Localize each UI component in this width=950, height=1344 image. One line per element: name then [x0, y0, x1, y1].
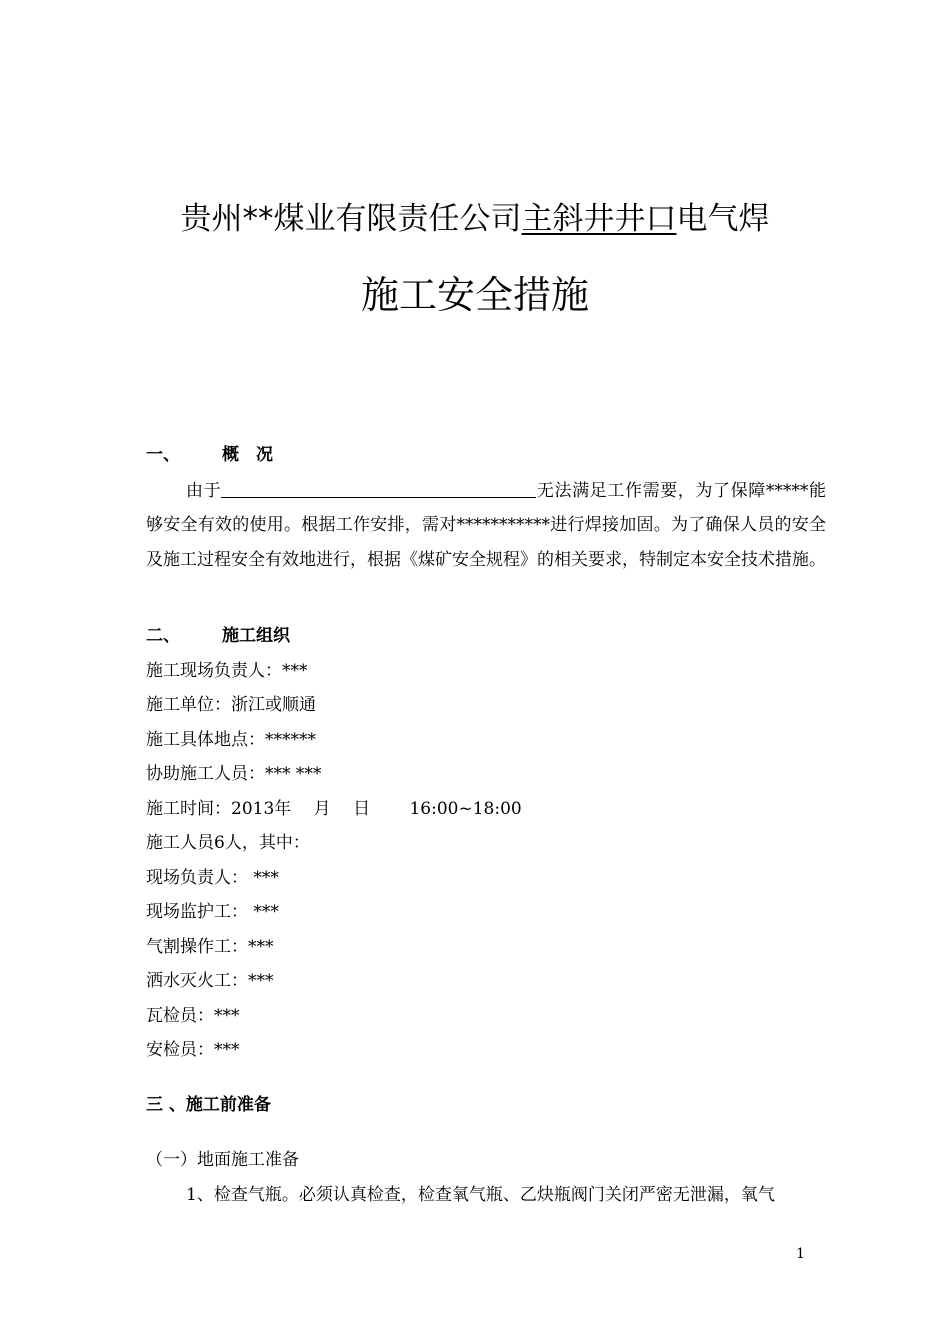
- org-line: 施工人员6人，其中：: [146, 833, 310, 853]
- org-line: 协助施工人员：*** ***: [146, 764, 322, 784]
- section3-heading: 三 、施工前准备: [146, 1095, 271, 1115]
- org-line: 施工单位：浙江或顺通: [146, 695, 316, 715]
- title-prefix: 贵州**煤业有限责任公司: [180, 201, 522, 237]
- title-underlined-location: 主斜井井口: [521, 201, 677, 237]
- title-suffix: 电气焊: [676, 201, 770, 237]
- section1-paragraph: [146, 474, 826, 577]
- org-line: 气割操作工：***: [146, 937, 274, 957]
- para-prefix: 由于: [186, 481, 222, 501]
- para-body: 无法满足工作需要，为了保障*****能够安全有效的使用。根据工作安排，需对***********进行焊接加固。为了确保人员的安全及施工过程安全有效地进行，根据《煤矿安全规程》的相关要求，特制定本安全技术措施。: [146, 481, 827, 570]
- section2-number: 二、: [146, 626, 180, 646]
- org-line: 洒水灭火工：***: [146, 971, 274, 991]
- section1-title: 概 况: [222, 445, 273, 465]
- section3-item1: 1、检查气瓶。必须认真检查，检查氧气瓶、乙炔瓶阀门关闭严密无泄漏，氧气: [186, 1185, 775, 1205]
- org-line: 安检员：***: [146, 1040, 240, 1060]
- section3-subheading: （一）地面施工准备: [146, 1150, 299, 1170]
- org-line: 现场负责人： ***: [146, 868, 279, 888]
- document-title-line2: 施工安全措施: [360, 273, 589, 317]
- page-number: 1: [796, 1246, 805, 1262]
- org-line: 瓦检员：***: [146, 1006, 240, 1026]
- section2-heading: [146, 623, 290, 649]
- fill-in-blank: [221, 479, 536, 498]
- section2-title: 施工组织: [222, 626, 290, 646]
- org-line: 施工具体地点：******: [146, 730, 316, 750]
- org-line: 现场监护工： ***: [146, 902, 279, 922]
- section1-heading: [146, 442, 273, 468]
- org-line: 施工现场负责人：***: [146, 661, 308, 681]
- section1-number: 一、: [146, 445, 180, 465]
- document-title-line1: [0, 196, 950, 242]
- org-line: 施工时间：2013年 月 日 16:00~18:00: [146, 799, 522, 819]
